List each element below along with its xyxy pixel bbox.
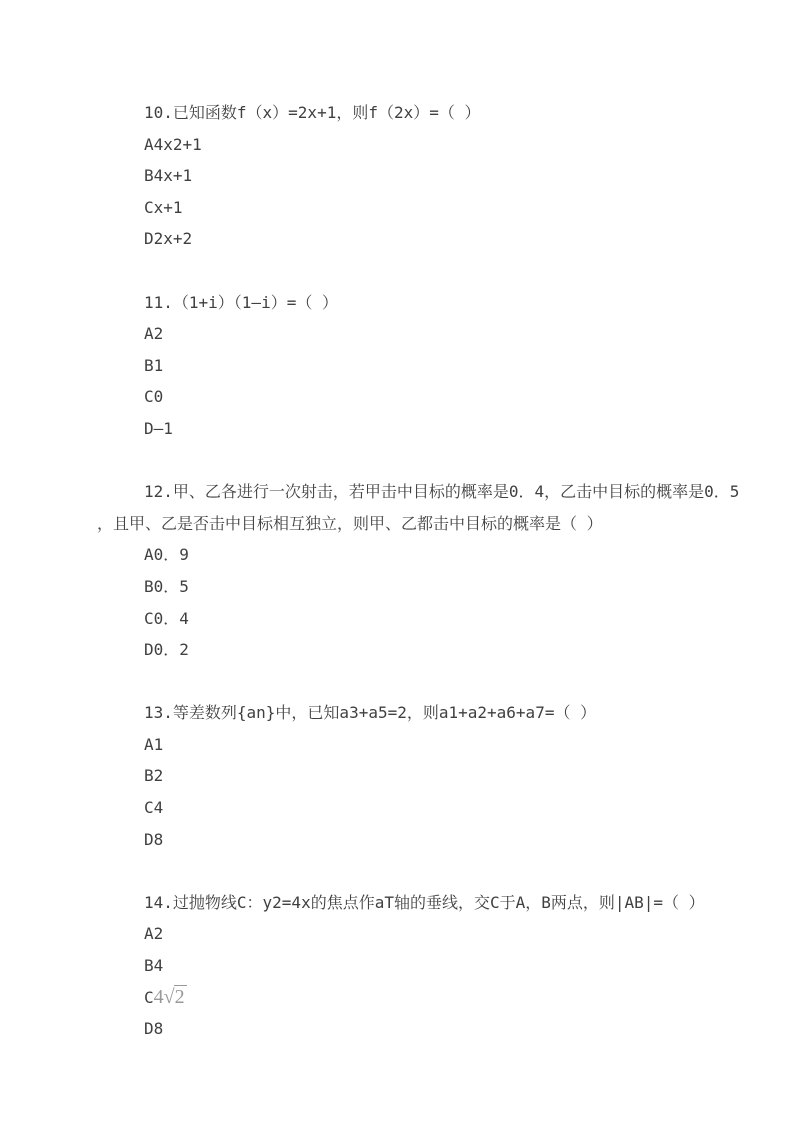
question-14-option-b: B4 xyxy=(144,956,164,976)
question-10-text: 10.已知函数f（x）=2x+1，则f（2x）=（ ） xyxy=(144,103,481,122)
question-11-option-a: A2 xyxy=(144,324,164,344)
radical-sign-icon: √ xyxy=(163,985,175,1008)
question-block-13 xyxy=(97,697,704,855)
question-14-option-a: A2 xyxy=(144,924,164,944)
question-12-option-a: A0．9 xyxy=(144,545,189,565)
question-14-option-d: D8 xyxy=(144,1019,164,1039)
question-11-option-c: C0 xyxy=(144,387,164,407)
question-10-option-c: Cx+1 xyxy=(144,197,183,217)
question-12-option-c: C0．4 xyxy=(144,608,189,628)
question-block-14 xyxy=(97,887,704,1045)
question-12-option-b: B0．5 xyxy=(144,576,189,596)
question-14-text: 14.过抛物线C：y2=4x的焦点作aT轴的垂线，交C于A，B两点，则|AB|=（ ） xyxy=(144,892,705,912)
math-radicand: 2 xyxy=(174,985,185,1008)
block-spacer xyxy=(97,666,704,698)
question-10-option-d: D2x+2 xyxy=(144,229,193,249)
question-13-text: 13.等差数列{an}中，已知a3+a5=2，则a1+a2+a6+a7=（ ） xyxy=(144,703,597,723)
question-12-option-d: D0．2 xyxy=(144,640,189,660)
question-block-11 xyxy=(97,287,704,445)
question-block-10 xyxy=(97,97,704,255)
question-13-option-a: A1 xyxy=(144,734,164,754)
question-13-option-b: B2 xyxy=(144,766,164,786)
option-c-label: C xyxy=(144,987,154,1007)
question-11-option-d: D—1 xyxy=(144,418,173,438)
question-11-option-b: B1 xyxy=(144,355,164,375)
block-spacer xyxy=(97,855,704,887)
question-11-text: 11.（1+i）（1—i）=（ ） xyxy=(144,292,338,312)
question-10-option-b: B4x+1 xyxy=(144,166,193,186)
question-14-option-c xyxy=(97,982,704,1014)
question-13-option-c: C4 xyxy=(144,798,164,818)
question-block-12 xyxy=(97,476,740,666)
question-13-option-d: D8 xyxy=(144,829,164,849)
question-12-text-line-1: 12.甲、乙各进行一次射击，若甲击中目标的概率是0．4，乙击中目标的概率是0．5 xyxy=(144,482,740,502)
question-12-text-line-2: ，且甲、乙是否击中目标相互独立，则甲、乙都击中目标的概率是（ ） xyxy=(97,513,603,533)
block-spacer xyxy=(97,255,704,287)
math-coefficient: 4 xyxy=(153,985,164,1008)
question-10-option-a: A4x2+1 xyxy=(144,134,202,154)
sqrt-expression xyxy=(154,986,187,1008)
block-spacer xyxy=(97,445,704,477)
